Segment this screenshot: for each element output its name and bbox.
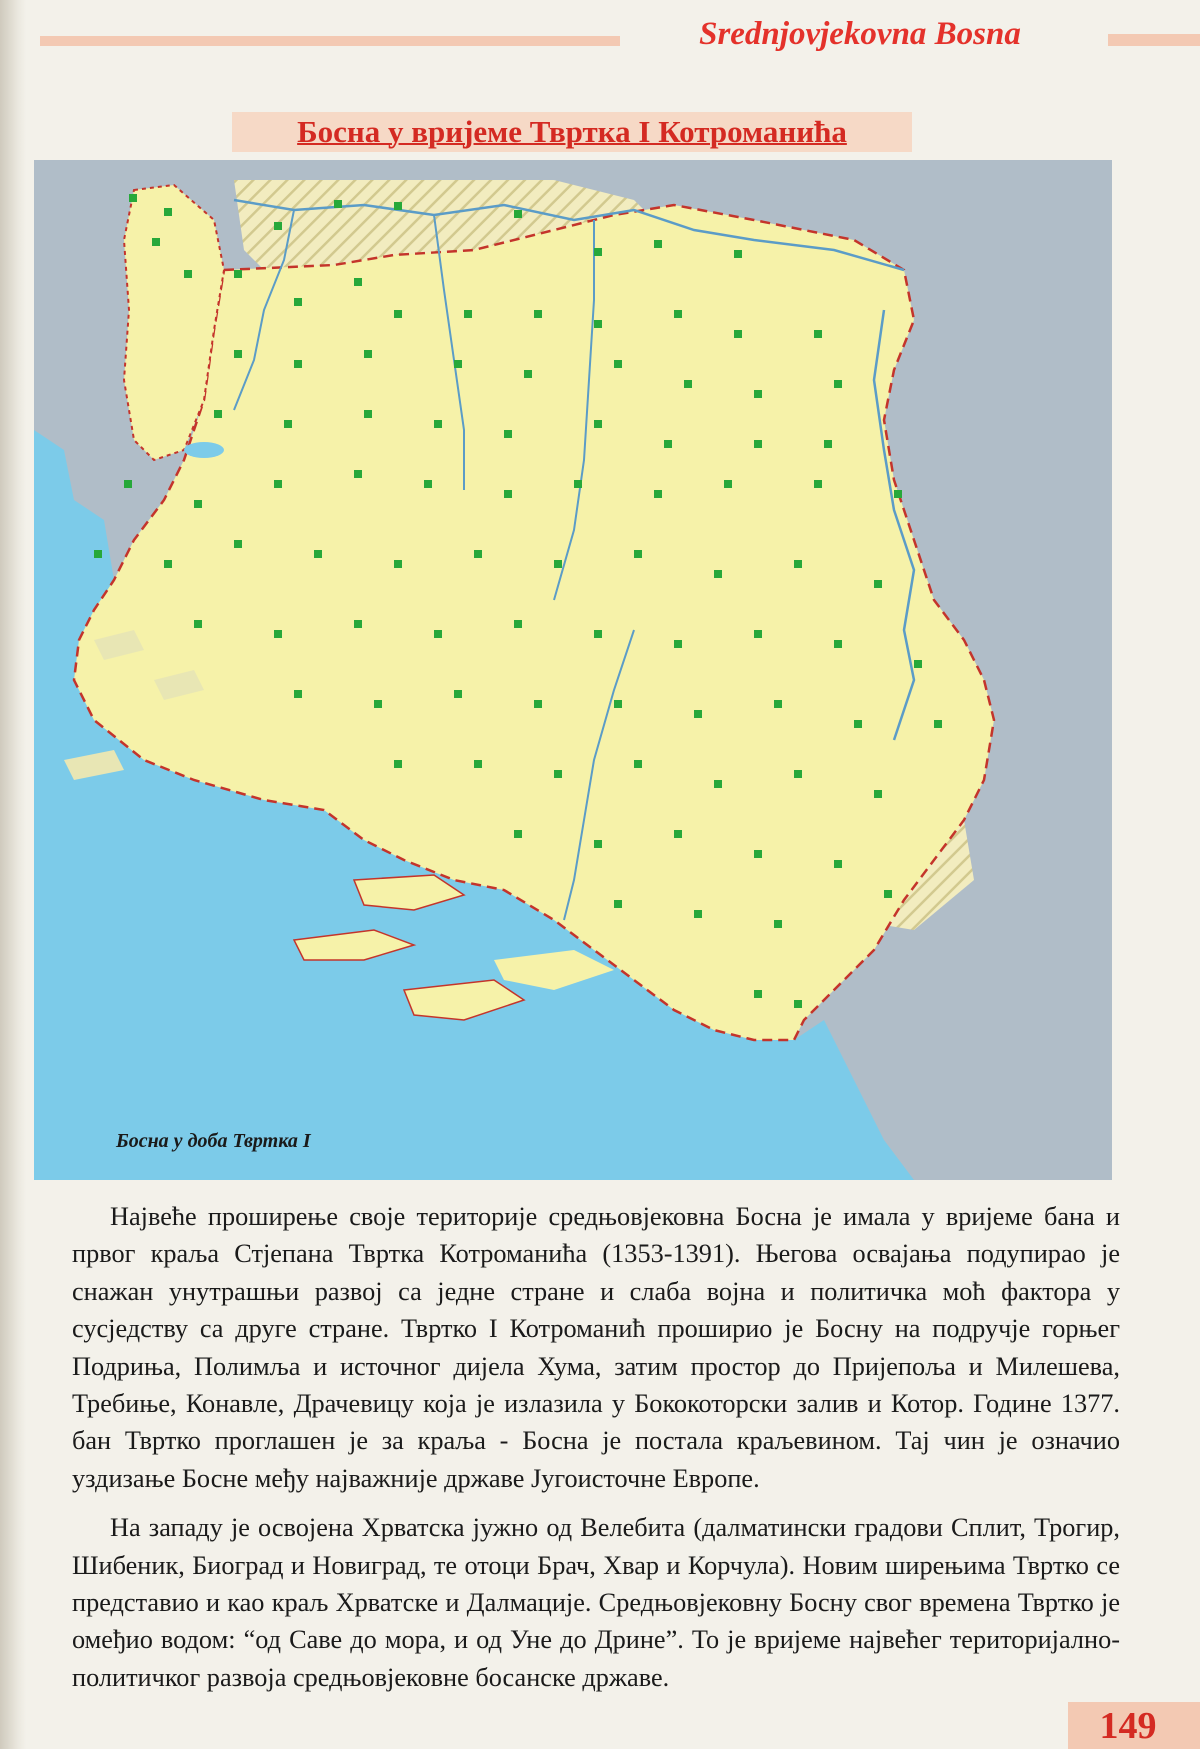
body-text — [72, 1198, 1120, 1708]
page-spine-shadow — [0, 0, 26, 1749]
map-caption: Босна у доба Твртка I — [116, 1130, 311, 1152]
header-decor-bar — [40, 36, 620, 46]
map-title: Босна у вријеме Твртка I Котроманића — [297, 114, 847, 149]
paragraph-2: На западу је освојена Хрватска јужно од Велебита (далматински градови Сплит, Трогир, Шибеник, Биоград и Новиград, те отоци Брач, Хвар и Корчула). Новим ширењима Твртко се представио и као краљ Хрватске и Далмације. Средњовјековну Босну свог времена Твртко је омеђио водом: “од Саве до мора, и од Уне до Дрине”. То је вријеме највећег територијално-политичког развоја средњовјековне босанске државе. — [72, 1513, 1120, 1692]
page-number: 149 — [1099, 1705, 1157, 1747]
header-decor-bar-right — [1108, 34, 1200, 46]
running-head: Srednjovjekovna Bosna — [699, 16, 1021, 52]
historical-map — [34, 160, 1112, 1180]
paragraph-1: Највеће проширење своје територије средњовјековна Босна је имала у вријеме бана и првог краља Стјепана Твртка Котроманића (1353-1391). Његова освајања подупирао је снажан унутрашњи развој са једне стране и слаба војна и политичка моћ фактора у сусједству са друге стране. Твртко I Котроманић проширио је Босну на подручје горњег Подриња, Полимља и источног дијела Хума, затим простор до Пријепоља и Милешева, Требиње, Конавле, Драчевицу која је излазила у Бококоторски залив и Котор. Године 1377. бан Твртко проглашен је за краља - Босна је постала краљевином. Тај чин је означио уздизање Босне међу најважније државе Југоисточне Европе. — [72, 1202, 1120, 1493]
lake — [184, 442, 224, 458]
map-svg — [34, 160, 1112, 1180]
map-title-box — [232, 112, 912, 152]
